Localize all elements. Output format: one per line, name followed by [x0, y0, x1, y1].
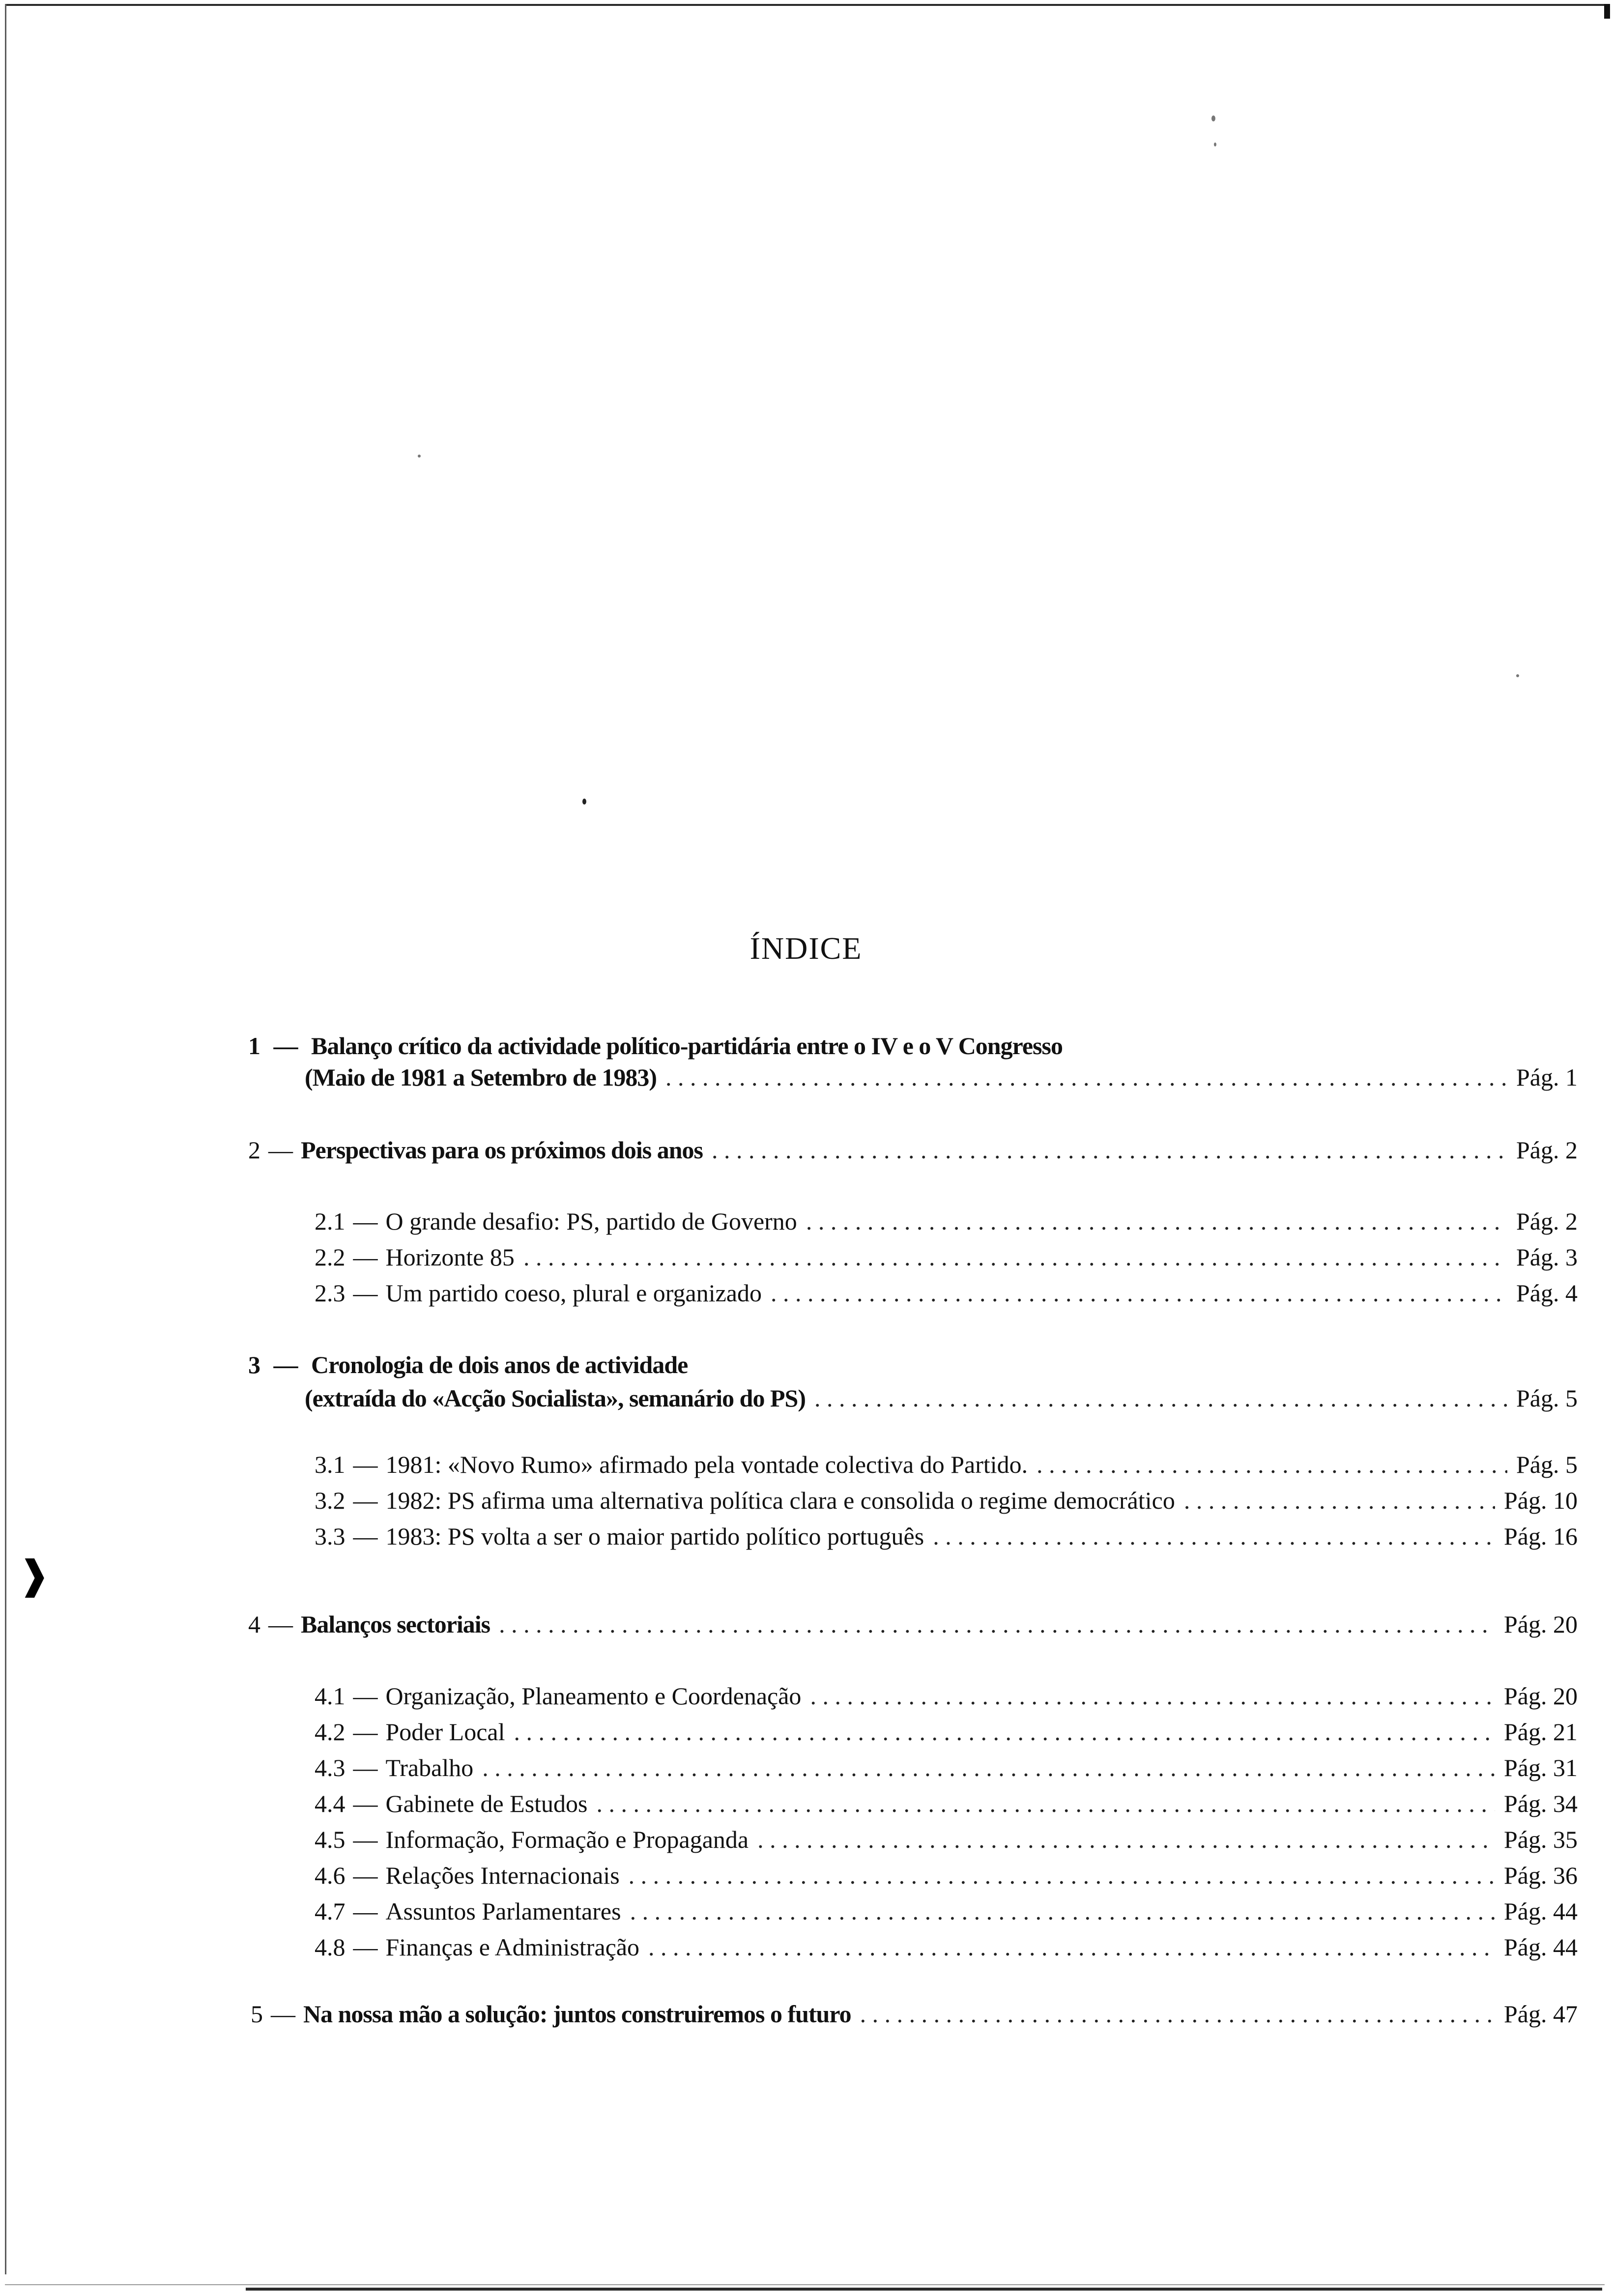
- toc-page-ref: Pág. 21: [1504, 1718, 1578, 1746]
- toc-text: Na nossa mão a solução: juntos construiremos o futuro: [303, 2000, 851, 2028]
- toc-dash: —: [353, 1897, 378, 1925]
- toc-text: Trabalho: [385, 1754, 474, 1781]
- toc-text: Gabinete de Estudos: [385, 1790, 588, 1817]
- toc-text: Horizonte 85: [385, 1243, 515, 1271]
- toc-dash: —: [353, 1451, 378, 1478]
- toc-number: 4.5: [315, 1826, 345, 1853]
- toc-entry-1-line1: [248, 1029, 1063, 1063]
- toc-leader: [814, 1381, 1507, 1415]
- toc-dash: —: [353, 1207, 378, 1235]
- toc-text: Finanças e Administração: [385, 1933, 640, 1961]
- toc-leader: [771, 1276, 1507, 1310]
- toc-number: 4.4: [315, 1790, 345, 1817]
- toc-page-ref: Pág. 1: [1516, 1063, 1578, 1091]
- scan-speck: [1214, 143, 1216, 146]
- toc-leader: [1184, 1483, 1495, 1518]
- toc-dash: —: [273, 1032, 298, 1060]
- toc-entry-3-3: [315, 1519, 1578, 1553]
- scan-speck: [1211, 115, 1215, 121]
- scan-border-top: [5, 4, 1605, 6]
- scan-speck: [1516, 674, 1519, 677]
- toc-page-ref: Pág. 47: [1504, 2000, 1578, 2028]
- toc-number: 4.3: [315, 1754, 345, 1781]
- toc-entry-4-1: [315, 1679, 1578, 1713]
- toc-entry-1-line2: [305, 1060, 1578, 1094]
- scan-corner-mark: [1604, 4, 1610, 19]
- toc-number: 4.1: [315, 1682, 345, 1710]
- toc-text: 1982: PS afirma uma alternativa política clara e consolida o regime democrático: [385, 1487, 1175, 1514]
- toc-leader: [860, 1997, 1495, 2031]
- toc-text: Balanços sectoriais: [301, 1610, 490, 1638]
- toc-text: 1981: «Novo Rumo» afirmado pela vontade colectiva do Partido.: [385, 1451, 1028, 1478]
- toc-entry-5: [251, 1997, 1578, 2031]
- toc-entry-4-5: [315, 1822, 1578, 1857]
- toc-leader: [499, 1607, 1495, 1641]
- page-title: ÍNDICE: [749, 930, 863, 966]
- toc-dash: —: [353, 1862, 378, 1889]
- toc-leader: [933, 1519, 1495, 1553]
- toc-number: 2.3: [315, 1279, 345, 1307]
- toc-text: Balanço crítico da actividade político-partidária entre o IV e o V Congresso: [311, 1032, 1063, 1060]
- toc-page-ref: Pág. 2: [1516, 1136, 1578, 1164]
- toc-text: Perspectivas para os próximos dois anos: [301, 1136, 703, 1164]
- toc-entry-3-line1: [248, 1348, 688, 1382]
- scan-border-left: [5, 4, 6, 2274]
- toc-page-ref: Pág. 2: [1516, 1207, 1578, 1235]
- toc-text: 1983: PS volta a ser o maior partido político português: [385, 1522, 924, 1550]
- toc-dash: —: [353, 1279, 378, 1307]
- toc-page-ref: Pág. 10: [1504, 1487, 1578, 1514]
- toc-number: 2.1: [315, 1207, 345, 1235]
- toc-page-ref: Pág. 20: [1504, 1682, 1578, 1710]
- toc-entry-2: [248, 1133, 1578, 1167]
- toc-dash: —: [353, 1754, 378, 1781]
- toc-number: 3.1: [315, 1451, 345, 1478]
- toc-number: 3: [248, 1351, 260, 1378]
- toc-entry-2-2: [315, 1240, 1578, 1274]
- toc-leader: [806, 1204, 1507, 1238]
- toc-page-ref: Pág. 3: [1516, 1243, 1578, 1271]
- toc-entry-4-4: [315, 1786, 1578, 1821]
- toc-page-ref: Pág. 44: [1504, 1897, 1578, 1925]
- toc-dash: —: [273, 1351, 298, 1378]
- scan-speck: [418, 455, 421, 458]
- toc-text: Informação, Formação e Propaganda: [385, 1826, 749, 1853]
- toc-page-ref: Pág. 5: [1516, 1384, 1578, 1412]
- toc-number: 1: [248, 1032, 260, 1060]
- toc-leader: [648, 1930, 1495, 1964]
- toc-page-ref: Pág. 4: [1516, 1279, 1578, 1307]
- toc-entry-2-3: [315, 1276, 1578, 1310]
- scan-border-bottom-thin: [5, 2284, 1605, 2285]
- toc-dash: —: [353, 1718, 378, 1746]
- toc-entry-4-7: [315, 1894, 1578, 1928]
- toc-entry-2-1: [315, 1204, 1578, 1238]
- toc-entry-3-1: [315, 1447, 1578, 1482]
- toc-leader: [482, 1751, 1495, 1785]
- toc-page-ref: Pág. 5: [1516, 1451, 1578, 1478]
- toc-leader: [810, 1679, 1495, 1713]
- toc-leader: [523, 1240, 1507, 1274]
- toc-entry-4-2: [315, 1715, 1578, 1749]
- toc-number: 4.7: [315, 1897, 345, 1925]
- toc-number: 3.3: [315, 1522, 345, 1550]
- toc-leader: [1036, 1447, 1507, 1482]
- toc-number: 4.8: [315, 1933, 345, 1961]
- toc-entry-4-8: [315, 1930, 1578, 1964]
- toc-page-ref: Pág. 34: [1504, 1790, 1578, 1817]
- scan-margin-mark: ❱: [18, 1552, 51, 1598]
- toc-number: 4.2: [315, 1718, 345, 1746]
- toc-number: 4.6: [315, 1862, 345, 1889]
- scan-border-bottom: [246, 2288, 1602, 2291]
- toc-text: Relações Internacionais: [385, 1862, 620, 1889]
- toc-number: 4: [248, 1610, 260, 1638]
- toc-entry-4-3: [315, 1751, 1578, 1785]
- toc-text: (Maio de 1981 a Setembro de 1983): [305, 1063, 657, 1091]
- toc-page-ref: Pág. 20: [1504, 1610, 1578, 1638]
- toc-text: (extraída do «Acção Socialista», semanário do PS): [305, 1384, 806, 1412]
- toc-dash: —: [353, 1826, 378, 1853]
- toc-dash: —: [353, 1243, 378, 1271]
- toc-dash: —: [353, 1682, 378, 1710]
- toc-page-ref: Pág. 16: [1504, 1522, 1578, 1550]
- toc-leader: [630, 1894, 1495, 1928]
- toc-number: 2: [248, 1136, 260, 1164]
- toc-dash: —: [353, 1522, 378, 1550]
- toc-leader: [597, 1786, 1495, 1821]
- toc-number: 5: [251, 2000, 263, 2028]
- toc-text: Assuntos Parlamentares: [385, 1897, 621, 1925]
- toc-entry-4: [248, 1607, 1578, 1641]
- toc-entry-3-2: [315, 1483, 1578, 1518]
- toc-leader: [712, 1133, 1507, 1167]
- toc-leader: [514, 1715, 1495, 1749]
- toc-text: Cronologia de dois anos de actividade: [311, 1351, 688, 1378]
- toc-dash: —: [353, 1487, 378, 1514]
- toc-dash: —: [271, 2000, 295, 2028]
- toc-leader: [757, 1822, 1495, 1857]
- toc-entry-4-6: [315, 1858, 1578, 1893]
- toc-page-ref: Pág. 36: [1504, 1862, 1578, 1889]
- toc-text: Organização, Planeamento e Coordenação: [385, 1682, 802, 1710]
- toc-dash: —: [268, 1610, 293, 1638]
- toc-dash: —: [268, 1136, 293, 1164]
- toc-entry-3-line2: [305, 1381, 1578, 1415]
- scan-speck: [582, 799, 586, 804]
- toc-text: Poder Local: [385, 1718, 505, 1746]
- toc-text: O grande desafio: PS, partido de Governo: [385, 1207, 797, 1235]
- toc-text: Um partido coeso, plural e organizado: [385, 1279, 762, 1307]
- toc-dash: —: [353, 1933, 378, 1961]
- toc-page-ref: Pág. 35: [1504, 1826, 1578, 1853]
- toc-number: 2.2: [315, 1243, 345, 1271]
- toc-dash: —: [353, 1790, 378, 1817]
- toc-leader: [665, 1060, 1507, 1094]
- toc-page-ref: Pág. 44: [1504, 1933, 1578, 1961]
- toc-page-ref: Pág. 31: [1504, 1754, 1578, 1781]
- toc-number: 3.2: [315, 1487, 345, 1514]
- toc-leader: [629, 1858, 1495, 1893]
